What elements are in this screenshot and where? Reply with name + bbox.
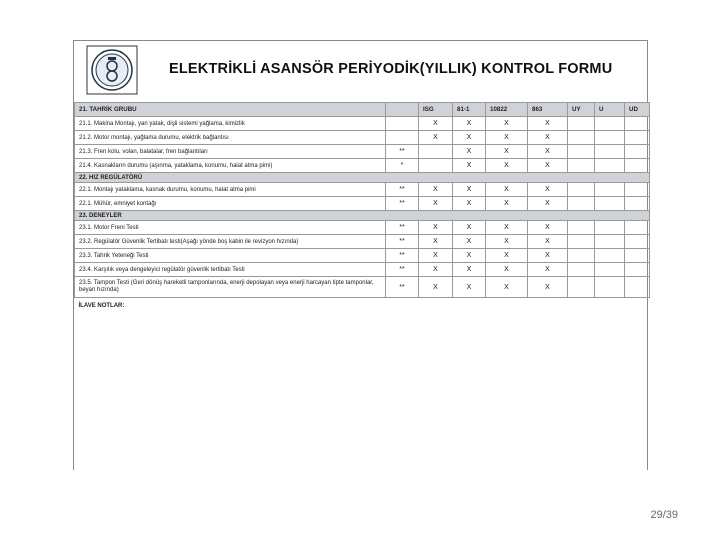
cell: X bbox=[453, 263, 486, 277]
cell bbox=[595, 263, 625, 277]
cell: X bbox=[419, 183, 453, 197]
table-header-row bbox=[75, 103, 650, 117]
group-header-tahrik: 21. TAHRİK GRUBU bbox=[75, 103, 386, 117]
row-label: 23.3. Tahrik Yeteneği Testi bbox=[75, 249, 386, 263]
cell: X bbox=[486, 131, 528, 145]
cell: X bbox=[528, 221, 568, 235]
cell: X bbox=[528, 145, 568, 159]
cell: X bbox=[528, 249, 568, 263]
cell: X bbox=[486, 235, 528, 249]
table-row bbox=[75, 263, 650, 277]
cell: X bbox=[528, 263, 568, 277]
cell bbox=[568, 131, 595, 145]
cell bbox=[625, 263, 650, 277]
row-label: 23.4. Karşılık veya dengeleyici regülatör güvenlik tertibatı Testi bbox=[75, 263, 386, 277]
row-label: 21.2. Motor montajı, yağlama durumu, elektrik bağlantısı bbox=[75, 131, 386, 145]
cell bbox=[568, 235, 595, 249]
cell: X bbox=[453, 235, 486, 249]
cell bbox=[568, 117, 595, 131]
row-label: 21.3. Fren kolu, volan, balatalar, fren bağlantıları bbox=[75, 145, 386, 159]
column-header: 863 bbox=[528, 103, 568, 117]
cell bbox=[568, 159, 595, 173]
page-number: 29/39 bbox=[650, 509, 678, 521]
column-header: UD bbox=[625, 103, 650, 117]
cell bbox=[595, 145, 625, 159]
cell: X bbox=[486, 145, 528, 159]
table-row bbox=[75, 117, 650, 131]
cell bbox=[595, 183, 625, 197]
row-label: 21.4. Kasnakların durumu (aşınma, yataklama, konumu, halat atma pimi) bbox=[75, 159, 386, 173]
control-table bbox=[74, 102, 650, 314]
cell bbox=[568, 221, 595, 235]
cell: X bbox=[486, 221, 528, 235]
cell: X bbox=[419, 249, 453, 263]
cell: X bbox=[528, 131, 568, 145]
cell: X bbox=[419, 263, 453, 277]
row-mark bbox=[386, 131, 419, 145]
cell bbox=[625, 183, 650, 197]
cell: X bbox=[419, 235, 453, 249]
cell bbox=[625, 249, 650, 263]
cell: X bbox=[486, 249, 528, 263]
cell bbox=[625, 197, 650, 211]
row-mark: ** bbox=[386, 263, 419, 277]
cell bbox=[595, 197, 625, 211]
cell: X bbox=[528, 159, 568, 173]
cell: X bbox=[528, 235, 568, 249]
cell bbox=[568, 145, 595, 159]
cell: X bbox=[453, 277, 486, 298]
cell: X bbox=[453, 159, 486, 173]
cell: X bbox=[453, 197, 486, 211]
group-header-hiz-regulatoru: 22. HIZ REGÜLATÖRÜ bbox=[75, 173, 650, 183]
row-label: 22.1. Mühür, emniyet kontağı bbox=[75, 197, 386, 211]
row-label: 22.1. Montajı yataklama, kasnak durumu, konumu, halat atma pimi bbox=[75, 183, 386, 197]
cell bbox=[568, 263, 595, 277]
cell: X bbox=[453, 249, 486, 263]
column-header: ISG bbox=[419, 103, 453, 117]
row-mark bbox=[386, 117, 419, 131]
cell bbox=[568, 183, 595, 197]
cell bbox=[625, 235, 650, 249]
table-row bbox=[75, 249, 650, 263]
row-mark: ** bbox=[386, 197, 419, 211]
cell: X bbox=[486, 263, 528, 277]
cell: X bbox=[453, 183, 486, 197]
row-mark: ** bbox=[386, 277, 419, 298]
table-row bbox=[75, 221, 650, 235]
table-row bbox=[75, 197, 650, 211]
cell bbox=[625, 145, 650, 159]
cell: X bbox=[486, 197, 528, 211]
cell: X bbox=[419, 197, 453, 211]
cell bbox=[595, 235, 625, 249]
cell: X bbox=[528, 117, 568, 131]
cell: X bbox=[419, 131, 453, 145]
cell: X bbox=[486, 277, 528, 298]
table-row bbox=[75, 131, 650, 145]
table-row bbox=[75, 235, 650, 249]
cell: X bbox=[419, 277, 453, 298]
cell bbox=[595, 249, 625, 263]
column-header-blank bbox=[386, 103, 419, 117]
table-row bbox=[75, 183, 650, 197]
cell bbox=[595, 131, 625, 145]
cell: X bbox=[419, 221, 453, 235]
column-header: 10822 bbox=[486, 103, 528, 117]
table-row bbox=[75, 277, 650, 298]
cell: X bbox=[453, 145, 486, 159]
cell: X bbox=[453, 131, 486, 145]
cell bbox=[625, 221, 650, 235]
group-header-deneyler: 23. DENEYLER bbox=[75, 211, 650, 221]
cell bbox=[595, 117, 625, 131]
row-label: 23.2. Regülatör Güvenlik Tertibatı testi(Aşağı yönde boş kabin ile revizyon hızında) bbox=[75, 235, 386, 249]
form-frame bbox=[73, 40, 648, 470]
cell: X bbox=[486, 159, 528, 173]
cell bbox=[595, 159, 625, 173]
cell bbox=[568, 197, 595, 211]
cell bbox=[625, 131, 650, 145]
cell: X bbox=[419, 117, 453, 131]
cell bbox=[625, 277, 650, 298]
cell bbox=[419, 145, 453, 159]
row-mark: ** bbox=[386, 183, 419, 197]
cell: X bbox=[453, 221, 486, 235]
cell: X bbox=[453, 117, 486, 131]
cell bbox=[595, 221, 625, 235]
column-header: U bbox=[595, 103, 625, 117]
table-row bbox=[75, 159, 650, 173]
group-header-row bbox=[75, 211, 650, 221]
row-mark: ** bbox=[386, 235, 419, 249]
column-header: 81-1 bbox=[453, 103, 486, 117]
notes-row bbox=[75, 298, 650, 315]
row-mark: * bbox=[386, 159, 419, 173]
cell bbox=[625, 159, 650, 173]
notes-label: İLAVE NOTLAR: bbox=[78, 303, 125, 309]
cell: X bbox=[486, 183, 528, 197]
form-header bbox=[74, 41, 647, 101]
cell: X bbox=[486, 117, 528, 131]
cell bbox=[568, 249, 595, 263]
row-mark: ** bbox=[386, 221, 419, 235]
institution-logo-icon bbox=[86, 45, 138, 95]
group-header-row bbox=[75, 173, 650, 183]
column-header: UY bbox=[568, 103, 595, 117]
row-label: 23.1. Motor Freni Testi bbox=[75, 221, 386, 235]
row-label: 23.5. Tampon Testi (Geri dönüş hareketli tamponlarında, enerji depolayan veya enerji harcayan tipte tamponlar, beyan hızında) bbox=[75, 277, 386, 298]
cell bbox=[625, 117, 650, 131]
cell: X bbox=[528, 183, 568, 197]
form-title: ELEKTRİKLİ ASANSÖR PERİYODİK(YILLIK) KONTROL FORMU bbox=[169, 61, 613, 77]
cell: X bbox=[528, 197, 568, 211]
cell: X bbox=[528, 277, 568, 298]
cell bbox=[419, 159, 453, 173]
row-label: 21.1. Makina Montajı, yan yatak, dişli sistemi yağlama, kimizlik bbox=[75, 117, 386, 131]
cell bbox=[595, 277, 625, 298]
cell bbox=[568, 277, 595, 298]
table-row bbox=[75, 145, 650, 159]
row-mark: ** bbox=[386, 145, 419, 159]
row-mark: ** bbox=[386, 249, 419, 263]
